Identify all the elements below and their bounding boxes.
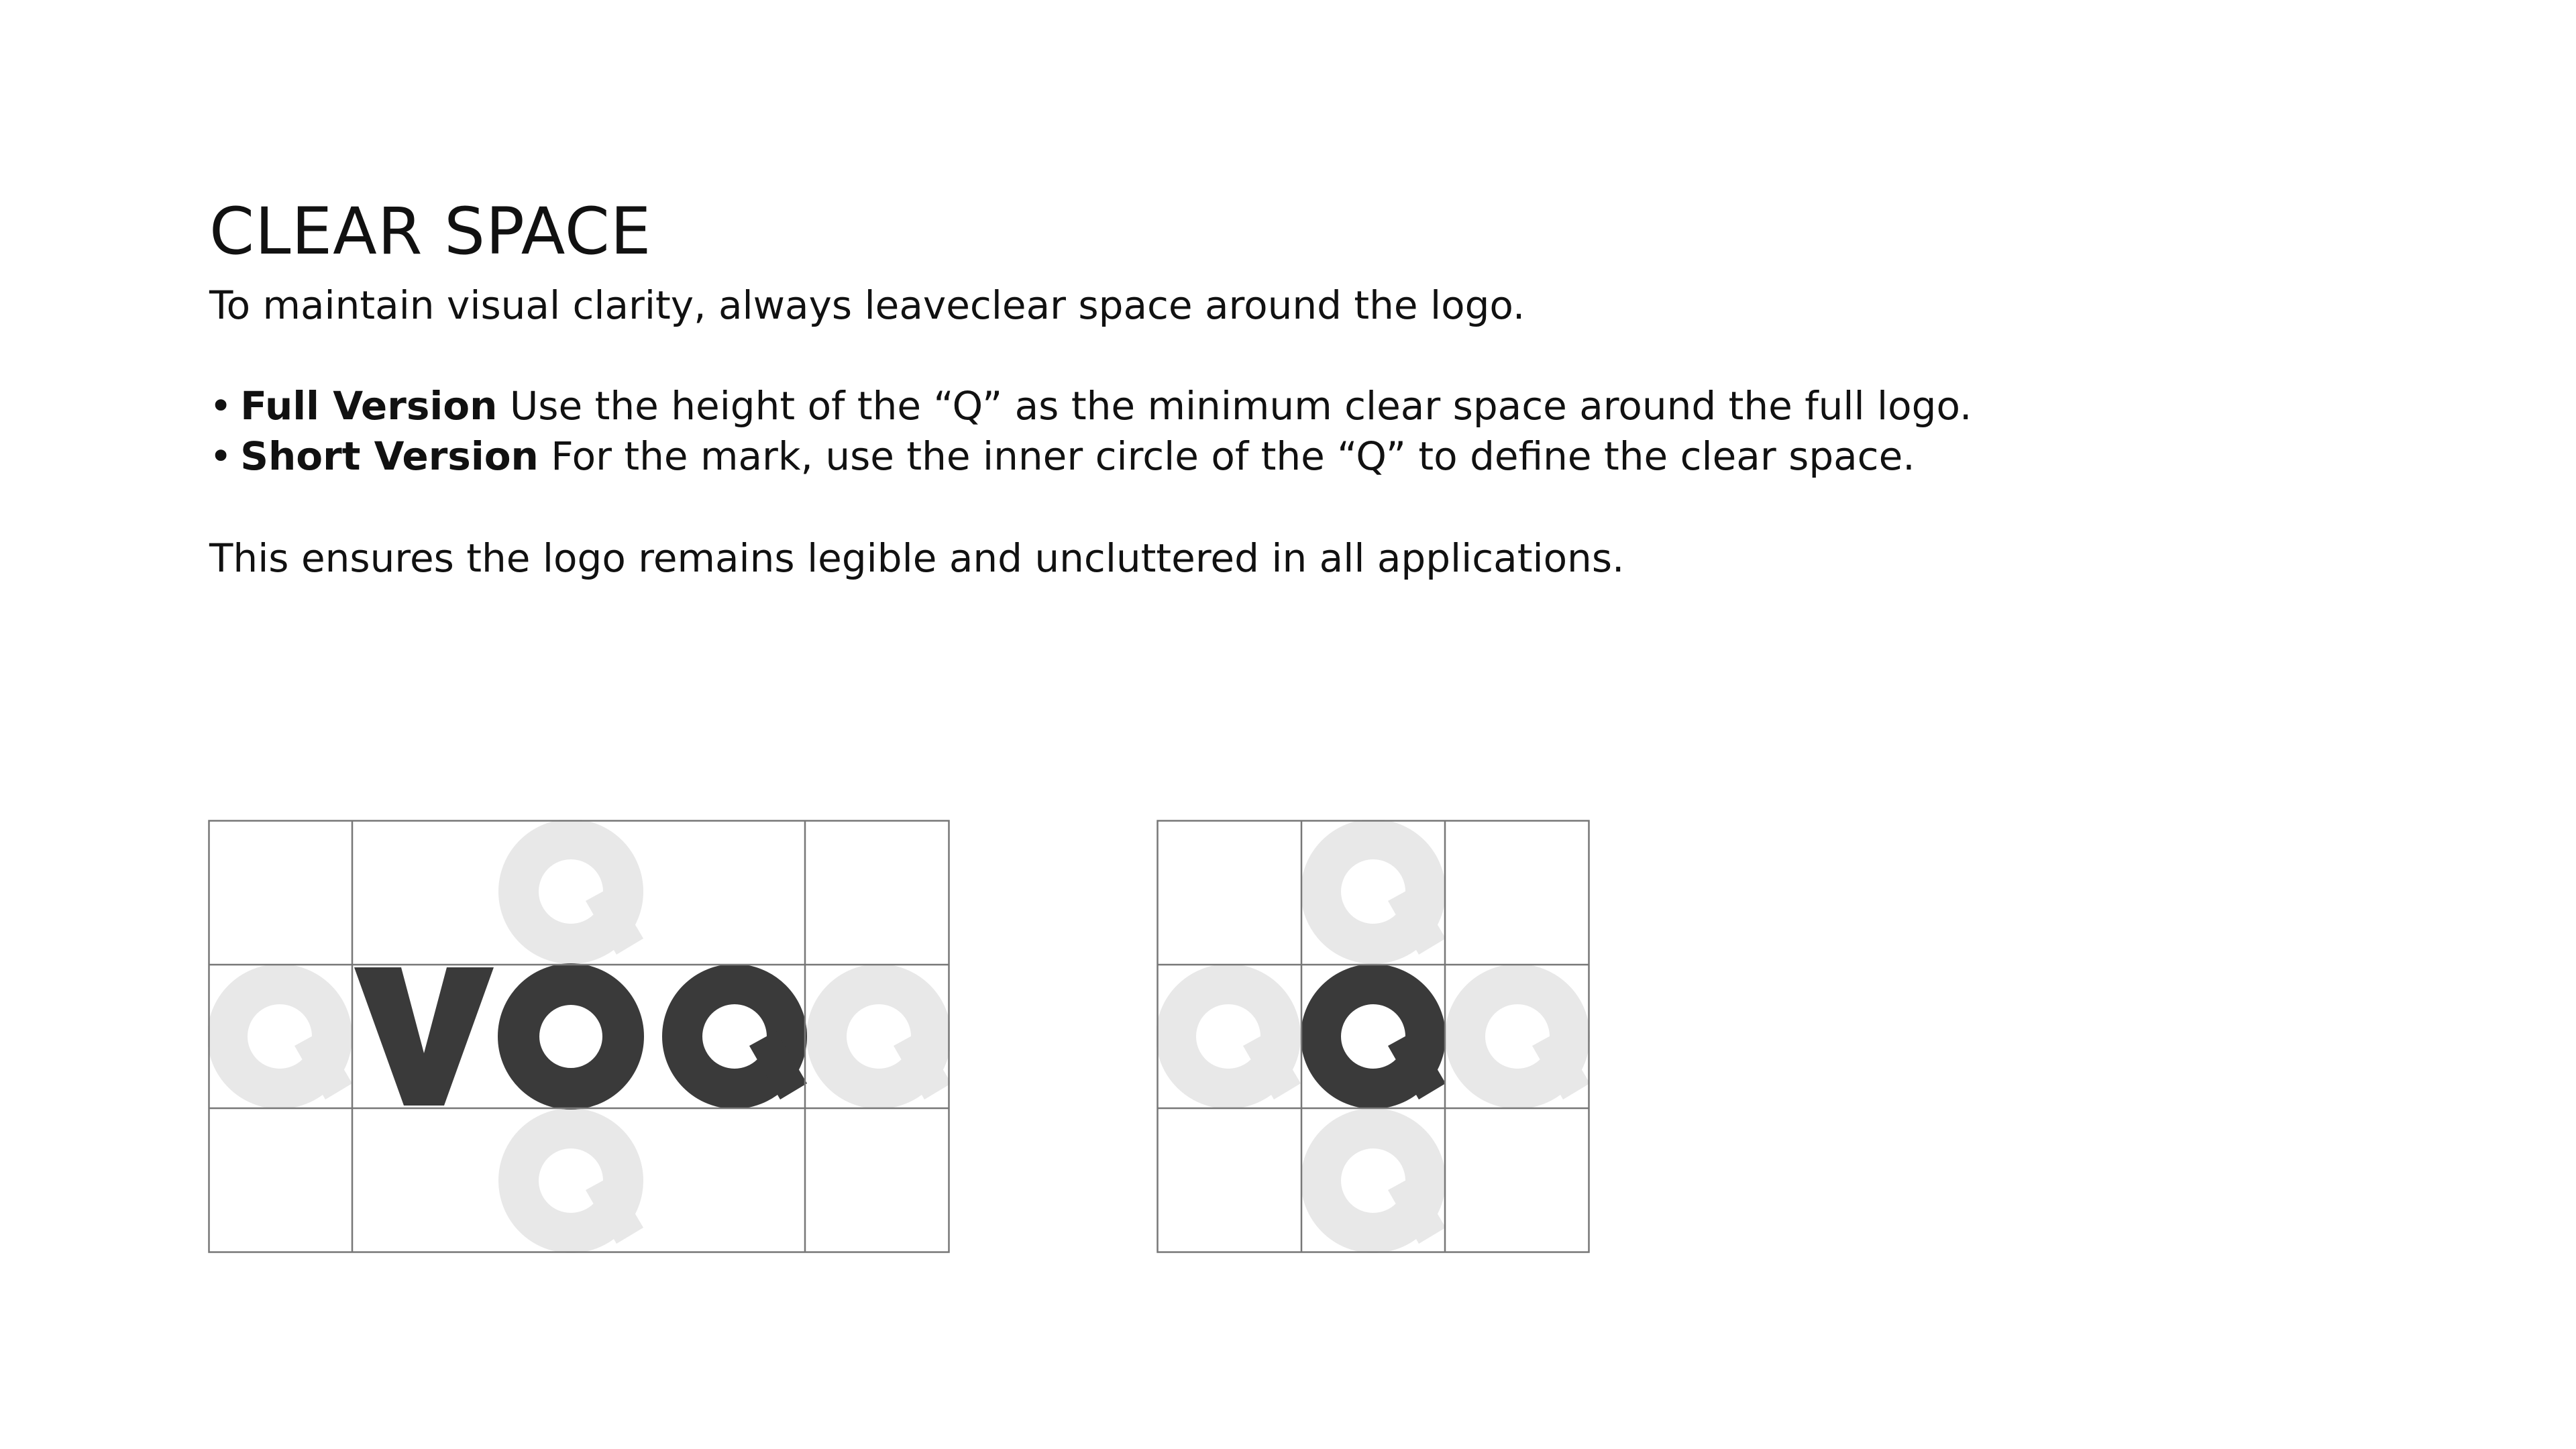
bullet-text: Use the height of the “Q” as the minimum clear space around the full logo. xyxy=(497,383,1972,429)
bullet-icon: • xyxy=(209,383,233,429)
ghost-q-right-icon xyxy=(826,984,950,1099)
short-mark-clear-space-diagram xyxy=(1157,820,1590,1253)
list-item-full-version xyxy=(209,381,1972,431)
ghost-q-top-icon xyxy=(519,839,643,955)
clear-space-q-icons xyxy=(227,839,950,1244)
clear-space-grid xyxy=(1158,821,1589,1252)
guideline-list xyxy=(209,381,1972,482)
logo-letter-v xyxy=(354,967,494,1106)
logo-letter-o xyxy=(519,984,623,1089)
ghost-q-left-icon xyxy=(227,984,352,1099)
page-title: CLEAR SPACE xyxy=(209,194,652,269)
ghost-q-left-icon xyxy=(1176,984,1301,1099)
q-mark-logo-icon xyxy=(1321,984,1446,1099)
bullet-term: Full Version xyxy=(240,383,498,429)
ghost-q-top-icon xyxy=(1321,839,1446,955)
bullet-icon: • xyxy=(209,433,233,479)
ghost-q-right-icon xyxy=(1465,984,1590,1099)
ghost-q-bottom-icon xyxy=(1321,1128,1446,1244)
voq-logo xyxy=(354,967,807,1106)
outro-text: This ensures the logo remains legible and uncluttered in all applications. xyxy=(209,535,1625,581)
intro-text: To maintain visual clarity, always leaveclear space around the logo. xyxy=(209,282,1525,328)
bullet-text: For the mark, use the inner circle of the “Q” to define the clear space. xyxy=(538,433,1915,479)
bullet-term: Short Version xyxy=(240,433,539,479)
list-item-short-version xyxy=(209,431,1972,482)
ghost-q-bottom-icon xyxy=(519,1128,643,1244)
logo-letter-q-icon xyxy=(682,984,807,1099)
full-logo-clear-space-diagram xyxy=(208,820,950,1253)
clear-space-q-icons xyxy=(1176,839,1590,1244)
